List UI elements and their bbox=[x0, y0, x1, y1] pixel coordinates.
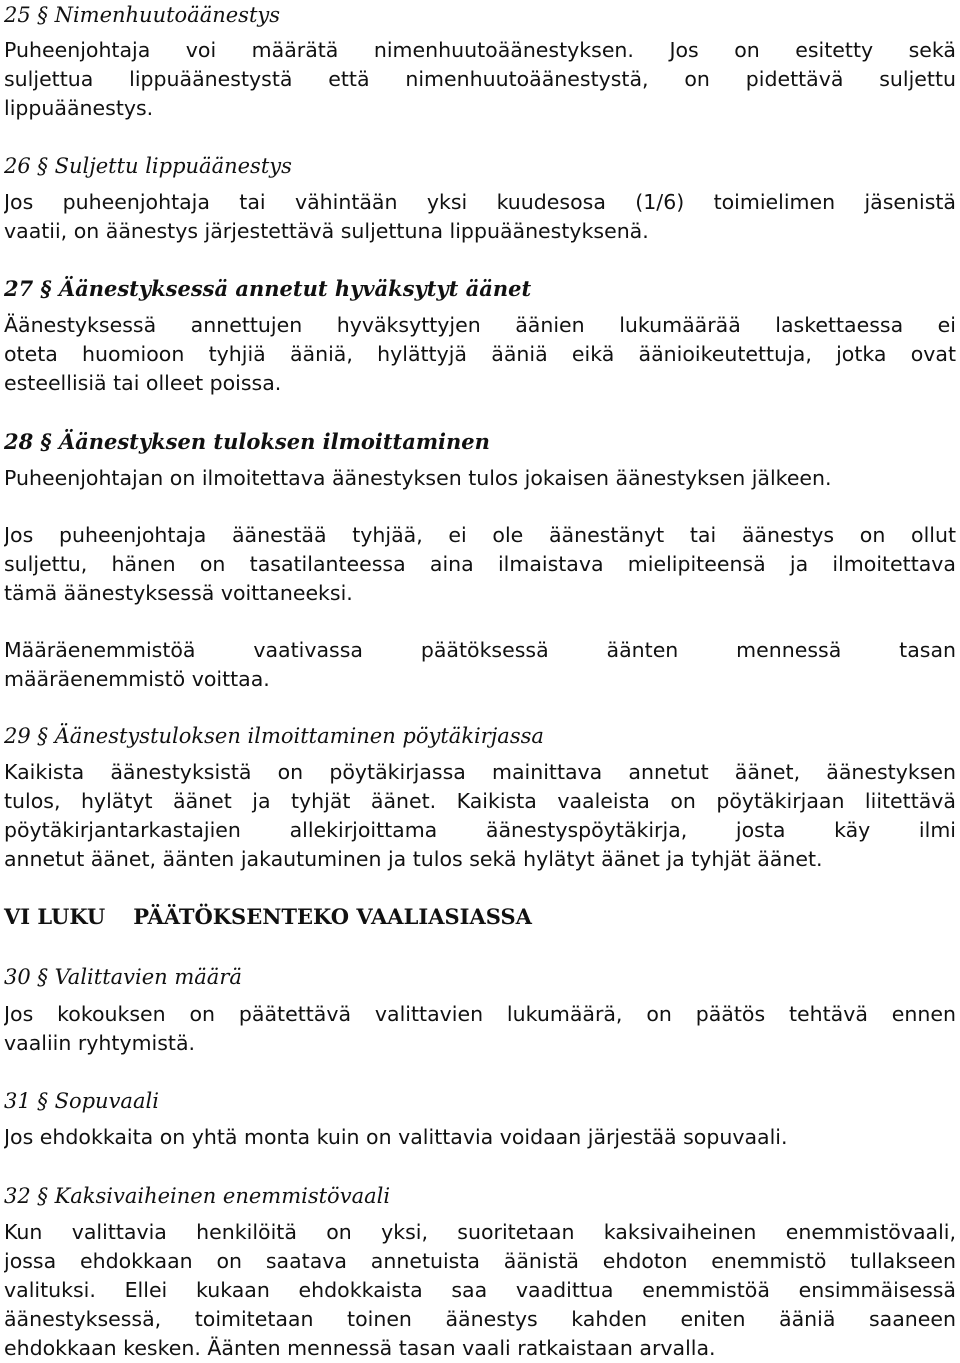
section-text-25 bbox=[4, 36, 956, 123]
section-heading-31: 31 § Sopuvaali bbox=[4, 1089, 159, 1113]
text-line: Määräenemmistöä vaativassa päätöksessä äänten mennessä tasan bbox=[4, 638, 956, 662]
chapter-title: PÄÄTÖKSENTEKO VAALIASIASSA bbox=[133, 904, 532, 929]
section-heading-29: 29 § Äänestystuloksen ilmoittaminen pöytäkirjassa bbox=[4, 724, 544, 748]
chapter-number: VI LUKU bbox=[4, 904, 106, 929]
text-line: Jos kokouksen on päätettävä valittavien lukumäärä, on päätös tehtävä ennen bbox=[4, 1002, 956, 1026]
text-line: suljettu, hänen on tasatilanteessa aina ilmaistava mielipiteensä ja ilmoitettava bbox=[4, 552, 956, 576]
text-line: jossa ehdokkaan on saatava annetuista äänistä ehdoton enemmistö tullakseen bbox=[4, 1249, 956, 1273]
text-line: Puheenjohtajan on ilmoitettava äänestyksen tulos jokaisen äänestyksen jälkeen. bbox=[4, 466, 832, 490]
text-line: Jos puheenjohtaja äänestää tyhjää, ei ole äänestänyt tai äänestys on ollut bbox=[4, 523, 956, 547]
section-text-27 bbox=[4, 311, 956, 398]
section-text-28-b bbox=[4, 521, 956, 608]
section-text-26 bbox=[4, 188, 956, 246]
text-line: annetut äänet, äänten jakautuminen ja tulos sekä hylätyt äänet ja tyhjät äänet. bbox=[4, 847, 823, 871]
text-line: Jos ehdokkaita on yhtä monta kuin on valittavia voidaan järjestää sopuvaali. bbox=[4, 1125, 788, 1149]
section-text-31 bbox=[4, 1123, 956, 1152]
text-line: Puheenjohtaja voi määrätä nimenhuutoäänestyksen. Jos on esitetty sekä bbox=[4, 38, 956, 62]
text-line: Äänestyksessä annettujen hyväksyttyjen äänien lukumäärää laskettaessa ei bbox=[4, 313, 956, 337]
text-line: oteta huomioon tyhjiä ääniä, hylättyjä ääniä eikä äänioikeutettuja, jotka ovat bbox=[4, 342, 956, 366]
text-line: valituksi. Ellei kukaan ehdokkaista saa vaadittua enemmistöä ensimmäisessä bbox=[4, 1278, 956, 1302]
text-line: Kun valittavia henkilöitä on yksi, suoritetaan kaksivaiheinen enemmistövaali, bbox=[4, 1220, 956, 1244]
section-text-28-c bbox=[4, 636, 956, 694]
text-line: suljettua lippuäänestystä että nimenhuutoäänestystä, on pidettävä suljettu bbox=[4, 67, 956, 91]
text-line: pöytäkirjantarkastajien allekirjoittama äänestyspöytäkirja, josta käy ilmi bbox=[4, 818, 956, 842]
section-heading-27: 27 § Äänestyksessä annetut hyväksytyt äänet bbox=[4, 276, 532, 301]
text-line: äänestyksessä, toimitetaan toinen äänestys kahden eniten ääniä saaneen bbox=[4, 1307, 956, 1331]
section-heading-25: 25 § Nimenhuutoäänestys bbox=[4, 3, 281, 27]
text-line: vaatii, on äänestys järjestettävä suljettuna lippuäänestyksenä. bbox=[4, 219, 649, 243]
text-line: Jos puheenjohtaja tai vähintään yksi kuudesosa (1/6) toimielimen jäsenistä bbox=[4, 190, 956, 214]
text-line: tämä äänestyksessä voittaneeksi. bbox=[4, 581, 353, 605]
text-line: lippuäänestys. bbox=[4, 96, 154, 120]
text-line: ehdokkaan kesken. Äänten mennessä tasan vaali ratkaistaan arvalla. bbox=[4, 1336, 716, 1360]
section-heading-32: 32 § Kaksivaiheinen enemmistövaali bbox=[4, 1184, 391, 1208]
text-line: tulos, hylätyt äänet ja tyhjät äänet. Kaikista vaaleista on pöytäkirjaan liitettävä bbox=[4, 789, 956, 813]
section-heading-26: 26 § Suljettu lippuäänestys bbox=[4, 154, 292, 178]
text-line: Kaikista äänestyksistä on pöytäkirjassa mainittava annetut äänet, äänestyksen bbox=[4, 760, 956, 784]
section-text-30 bbox=[4, 1000, 956, 1058]
chapter-heading bbox=[4, 903, 532, 931]
section-text-28-a bbox=[4, 464, 956, 493]
text-line: määräenemmistö voittaa. bbox=[4, 667, 270, 691]
text-line: vaaliin ryhtymistä. bbox=[4, 1031, 196, 1055]
section-text-32 bbox=[4, 1218, 956, 1363]
text-line: esteellisiä tai olleet poissa. bbox=[4, 371, 282, 395]
section-text-29 bbox=[4, 758, 956, 874]
section-heading-28: 28 § Äänestyksen tuloksen ilmoittaminen bbox=[4, 429, 490, 454]
section-heading-30: 30 § Valittavien määrä bbox=[4, 965, 242, 989]
